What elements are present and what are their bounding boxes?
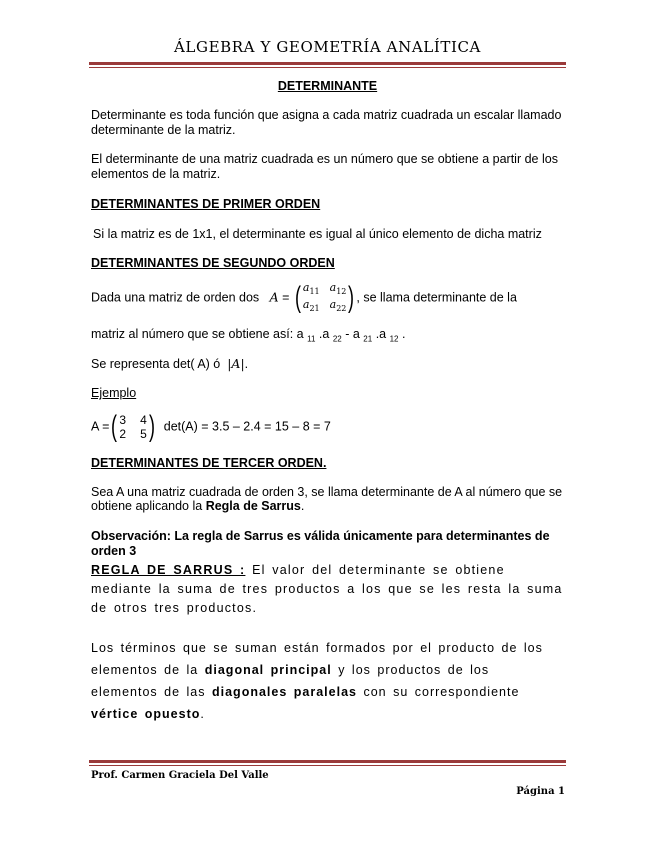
matrix-cell: 4: [140, 413, 147, 427]
document-title: DETERMINANTE: [277, 79, 378, 93]
second-order-heading: DETERMINANTES DE SEGUNDO ORDEN: [91, 256, 335, 270]
left-paren-icon: (: [111, 410, 118, 443]
second-order-lead: Dada una matriz de orden dos: [91, 290, 260, 305]
intro-paragraph-2: El determinante de una matriz cuadrada es un número que se obtiene a partir de los elementos de la matriz.: [91, 152, 558, 181]
header-rule-thin: [89, 67, 566, 68]
matrix-cell: $a_{22}$: [329, 298, 347, 314]
right-paren-icon: ): [148, 410, 155, 443]
header-rule-thick: [89, 62, 566, 65]
diagonales-paralelas: diagonales paralelas: [212, 685, 357, 699]
vertice-opuesto: vértice opuesto: [91, 707, 201, 721]
second-order-formula: matriz al número que se obtiene así: a $_{11}$ .a $_{22}$ - a $_{21}$ .a $_{12}$ .: [91, 327, 406, 344]
intro-paragraph-1: Determinante es toda función que asigna a cada matriz cuadrada un escalar llamado determinante de la matriz.: [91, 108, 562, 137]
diagonal-principal: diagonal principal: [204, 663, 332, 677]
observation: Observación: La regla de Sarrus es válida únicamente para determinantes de orden 3: [91, 529, 550, 558]
matrix-2x2-generic: [303, 281, 347, 315]
second-order-definition: [91, 281, 581, 315]
third-order-text: Sea A una matriz cuadrada de orden 3, se llama determinante de A al número que se obtiene aplicando la Regla de Sarrus.: [91, 485, 563, 513]
representation-line: Se representa det( A) ó |A|.: [91, 356, 249, 371]
sarrus-label: REGLA DE SARRUS :: [91, 563, 246, 577]
page-number: Página 1: [516, 786, 565, 797]
page-header-title: ÁLGEBRA Y GEOMETRÍA ANALÍTICA: [174, 38, 481, 56]
first-order-heading: DETERMINANTES DE PRIMER ORDEN: [91, 197, 321, 211]
example-line: [91, 412, 571, 442]
third-order-heading: DETERMINANTES DE TERCER ORDEN.: [91, 456, 327, 470]
matrix-cell: $a_{11}$: [302, 281, 320, 297]
example-result: det(A) = 3.5 – 2.4 = 15 – 8 = 7: [163, 419, 331, 434]
abs-a-notation: |A|: [227, 356, 245, 371]
matrix-name: A: [269, 289, 279, 305]
terms-paragraph: Los términos que se suman están formados por el producto de los elementos de la diagonal principal y los productos de los elementos de las diagonales paralelas con su correspondiente vértice opuesto.: [91, 641, 543, 721]
example-a-eq: A =: [91, 419, 110, 434]
example-matrix: [119, 413, 146, 441]
right-paren-icon: ): [348, 281, 355, 315]
second-order-after: , se llama determinante de la: [356, 290, 517, 305]
left-paren-icon: (: [294, 281, 301, 315]
footer-author: Prof. Carmen Graciela Del Valle: [91, 770, 269, 781]
matrix-cell: $a_{21}$: [302, 298, 320, 314]
equals-sign: =: [282, 290, 290, 305]
example-label: Ejemplo: [91, 386, 137, 400]
matrix-cell: $a_{12}$: [329, 281, 347, 297]
footer-rule-thin: [89, 765, 566, 766]
matrix-cell: 5: [140, 427, 147, 441]
matrix-cell: 2: [119, 427, 127, 441]
matrix-cell: 3: [119, 413, 127, 427]
sarrus-definition: REGLA DE SARRUS : El valor del determinante se obtiene mediante la suma de tres productos a los que se les resta la suma de otros tres productos.: [91, 563, 563, 615]
first-order-text: Si la matriz es de 1x1, el determinante es igual al único elemento de dicha matriz: [93, 227, 542, 241]
sarrus-rule-name: Regla de Sarrus: [205, 499, 301, 513]
footer-rule-thick: [89, 760, 566, 763]
